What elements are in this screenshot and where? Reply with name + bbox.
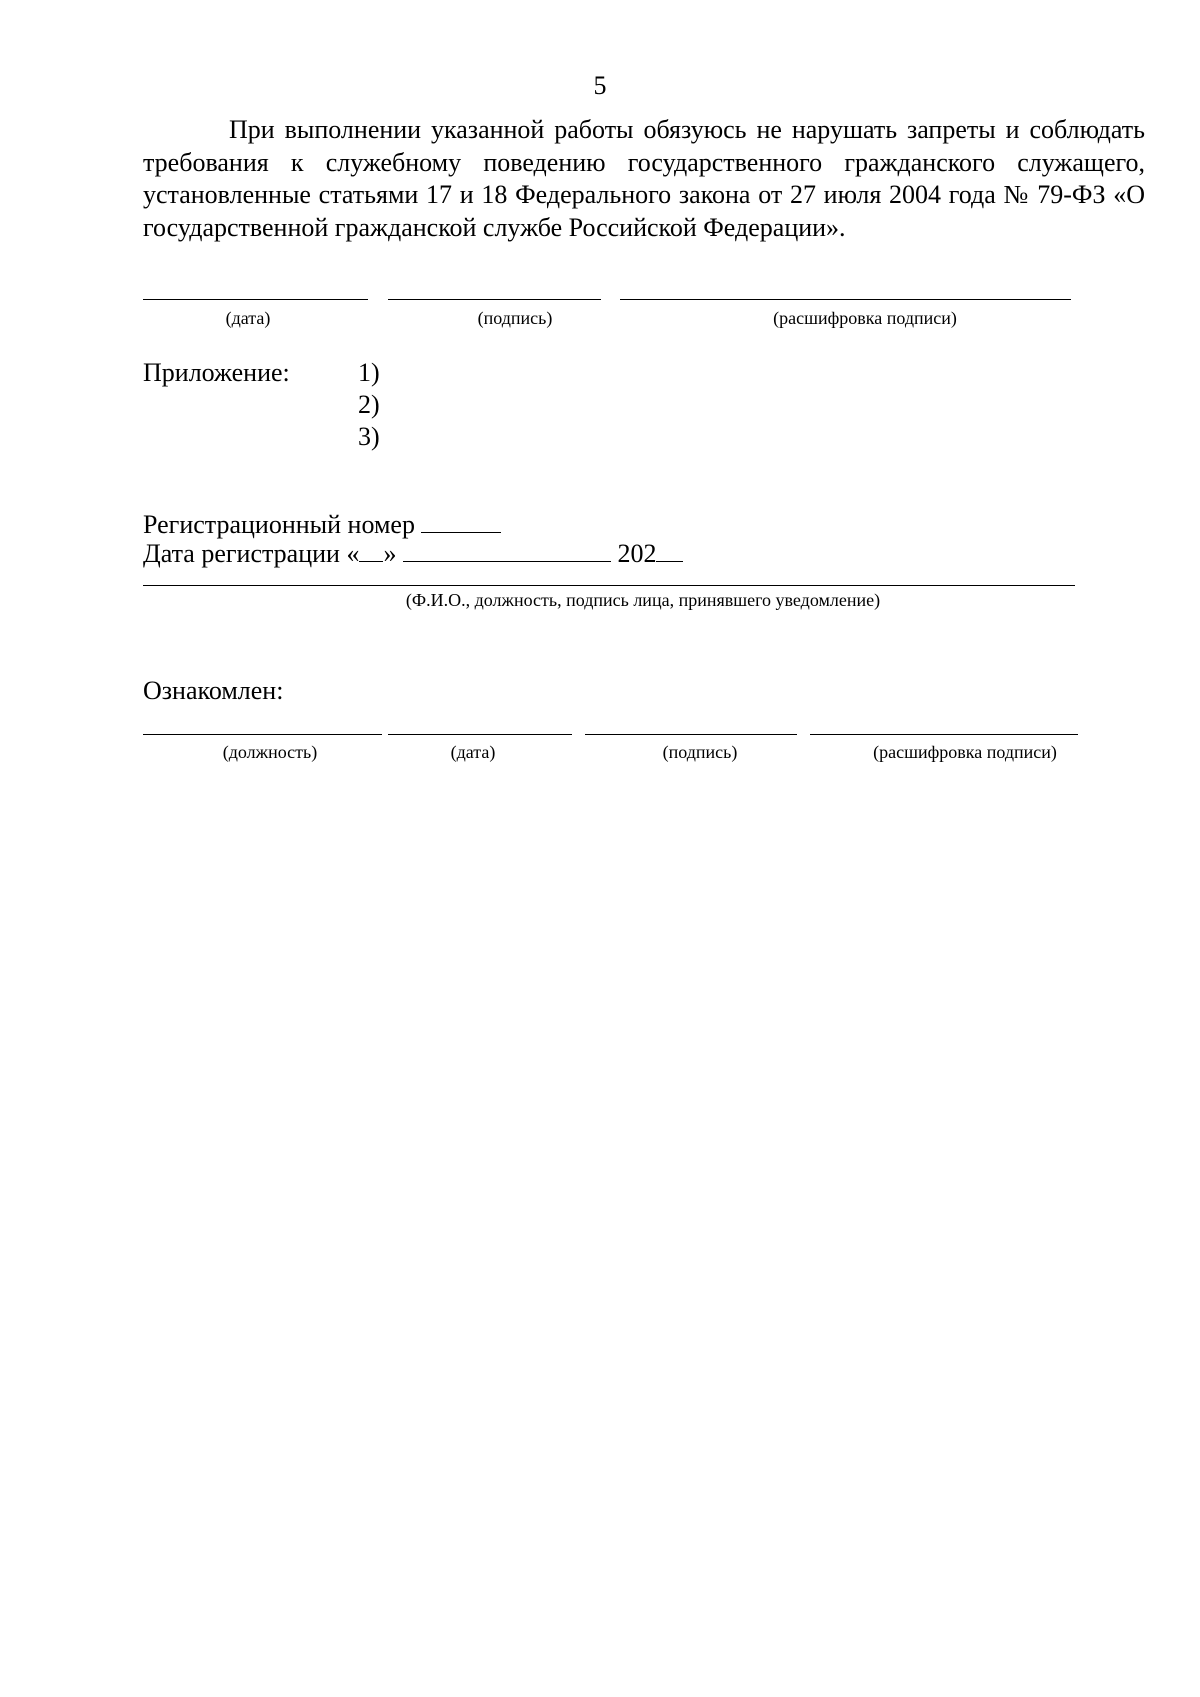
position-caption: (должность)	[222, 742, 318, 762]
attachment-label: Приложение:	[143, 358, 290, 387]
ack-date-caption: (дата)	[450, 742, 496, 762]
registration-year-field[interactable]	[656, 537, 683, 562]
quote-close: »	[383, 539, 397, 568]
registration-month-field[interactable]	[403, 537, 611, 562]
signature-caption: (подпись)	[477, 308, 553, 328]
quote-open: «	[346, 539, 360, 568]
registration-date-row	[143, 537, 683, 570]
signature-line[interactable]	[388, 299, 601, 300]
receiver-caption: (Ф.И.О., должность, подпись лица, принявшего уведомление)	[405, 590, 881, 610]
ack-decoding-line[interactable]	[810, 734, 1078, 735]
ack-signature-line[interactable]	[585, 734, 797, 735]
decoding-caption: (расшифровка подписи)	[773, 308, 957, 328]
registration-date-label: Дата регистрации	[143, 539, 340, 568]
decoding-line[interactable]	[620, 299, 1071, 300]
date-caption: (дата)	[225, 308, 271, 328]
ack-decoding-caption: (расшифровка подписи)	[873, 742, 1057, 762]
registration-number-label: Регистрационный номер	[143, 510, 415, 539]
date-line[interactable]	[143, 299, 368, 300]
attachment-item-2: 2)	[358, 390, 380, 419]
year-prefix: 202	[617, 539, 657, 568]
receiver-line[interactable]	[143, 585, 1075, 586]
attachment-item-1: 1)	[358, 358, 380, 387]
page-number: 5	[593, 71, 607, 100]
ack-signature-caption: (подпись)	[662, 742, 738, 762]
position-line[interactable]	[143, 734, 382, 735]
attachment-item-3: 3)	[358, 422, 380, 451]
ack-date-line[interactable]	[388, 734, 572, 735]
obligation-paragraph: При выполнении указанной работы обязуюсь не нарушать запреты и соблюдать требования к служебному поведению государственного гражданского служащего, установленные статьями 17 и 18 Федерального закона от 27 июля 2004 года № 79-ФЗ «О государственной гражданской службе Российской Федерации».	[143, 115, 1145, 242]
acknowledged-label: Ознакомлен:	[143, 676, 284, 705]
registration-day-field[interactable]	[359, 537, 383, 562]
registration-number-field[interactable]	[421, 508, 501, 533]
